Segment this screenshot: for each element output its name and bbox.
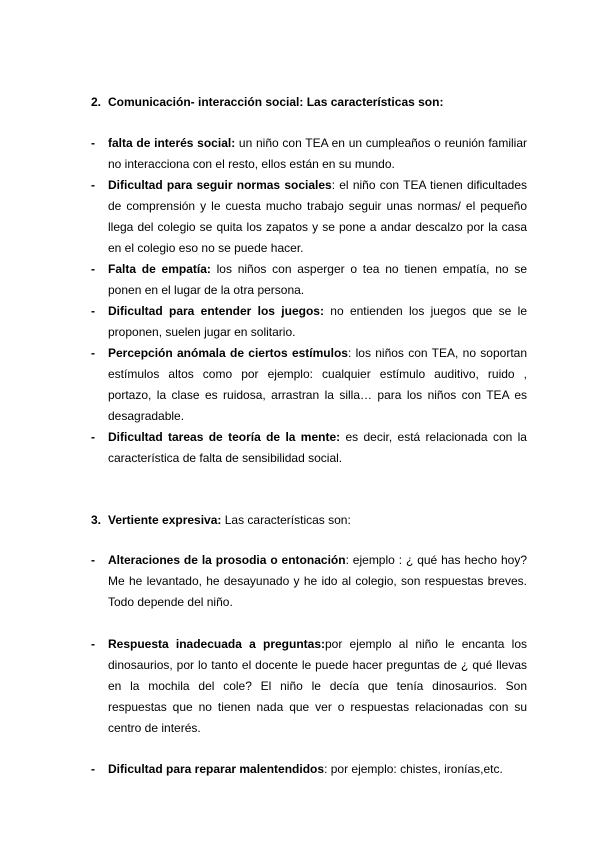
section-2-title: Comunicación- interacción social: Las características son: [108, 95, 444, 109]
item-line: Falta de empatía: los niños con asperger o tea no tienen empatía, no se [108, 262, 527, 276]
list-item-respuesta-inadecuada [91, 634, 527, 739]
item-line: Respuesta inadecuada a preguntas:por ejemplo al niño le encanta los [108, 637, 527, 651]
list-item-estimulos [91, 343, 527, 427]
list-item-teoria-mente [91, 427, 527, 469]
item-label: Dificultad para reparar malentendidos [108, 762, 325, 776]
item-line: Alteraciones de la prosodia o entonación: ejemplo : ¿ qué has hecho hoy? [108, 553, 527, 567]
item-label: Dificultad tareas de teoría de la mente: [108, 430, 341, 444]
item-line: desagradable. [108, 409, 185, 423]
item-line: llega del colegio se quita los zapatos y se pone a andar descalzo por la casa [108, 220, 527, 234]
bullet-dash: - [91, 136, 95, 150]
list-item-juegos [91, 301, 527, 343]
bullet-dash: - [91, 553, 95, 567]
section-3-heading [91, 512, 351, 528]
item-line: Dificultad para entender los juegos: no entienden los juegos que se le [108, 304, 527, 318]
item-line: portazo, la clase es ruidosa, arrastran la silla… para los niños con TEA es [108, 388, 527, 402]
bullet-dash: - [91, 262, 95, 276]
item-line: falta de interés social: un niño con TEA en un cumpleaños o reunión familiar [108, 136, 527, 150]
item-line: respuestas que no tienen nada que ver o respuestas relacionadas con su [108, 700, 527, 714]
item-line: en el colegio eso no se puede hacer. [108, 241, 304, 255]
bullet-dash: - [91, 178, 95, 192]
item-line: Dificultad tareas de teoría de la mente: es decir, está relacionada con la [108, 430, 527, 444]
list-item-normas-sociales [91, 175, 527, 259]
item-line: Dificultad para seguir normas sociales: el niño con TEA tienen dificultades [108, 178, 527, 192]
item-line: centro de interés. [108, 721, 201, 735]
section-3-number: 3. [91, 513, 102, 527]
item-label: Respuesta inadecuada a preguntas: [108, 637, 325, 651]
item-line: en la mochila del cole? El niño le decía que tenía dinosaurios. Son [108, 679, 527, 693]
section-2-heading [91, 94, 443, 110]
item-line: de comprensión y le cuesta mucho trabajo seguir unas normas/ el pequeño [108, 199, 527, 213]
section-2-number: 2. [91, 95, 102, 109]
section-3-title: Vertiente expresiva: [108, 513, 222, 527]
item-label: Falta de empatía: [108, 262, 211, 276]
item-line: Percepción anómala de ciertos estímulos: los niños con TEA, no soportan [108, 346, 527, 360]
bullet-dash: - [91, 637, 95, 651]
item-line: proponen, suelen jugar en solitario. [108, 325, 296, 339]
item-line: característica de falta de sensibilidad social. [108, 451, 343, 465]
item-line: ponen en el lugar de la otra persona. [108, 283, 305, 297]
item-label: Alteraciones de la prosodia o entonación [108, 553, 346, 567]
item-label: Dificultad para seguir normas sociales [108, 178, 332, 192]
item-line: Todo depende del niño. [108, 595, 233, 609]
list-item-prosodia [91, 550, 527, 613]
bullet-dash: - [91, 346, 95, 360]
bullet-dash: - [91, 430, 95, 444]
list-item-empatia [91, 259, 527, 301]
item-label: falta de interés social: [108, 136, 236, 150]
list-item-falta-interes [91, 133, 527, 175]
bullet-dash: - [91, 762, 95, 776]
item-label: Dificultad para entender los juegos: [108, 304, 324, 318]
item-line: estímulos altos como por ejemplo: cualquier estímulo auditivo, ruido , [108, 367, 527, 381]
item-line: Dificultad para reparar malentendidos: por ejemplo: chistes, ironías,etc. [108, 762, 503, 776]
section-3-title-rest: Las características son: [221, 513, 351, 527]
item-label: Percepción anómala de ciertos estímulos [108, 346, 348, 360]
bullet-dash: - [91, 304, 95, 318]
list-item-malentendidos [91, 759, 527, 780]
item-line: Me he levantado, he desayunado y he ido al colegio, son respuestas breves. [108, 574, 527, 588]
item-line: dinosaurios, por lo tanto el docente le puede hacer preguntas de ¿ qué llevas [108, 658, 527, 672]
item-line: no interacciona con el resto, ellos están en su mundo. [108, 157, 395, 171]
